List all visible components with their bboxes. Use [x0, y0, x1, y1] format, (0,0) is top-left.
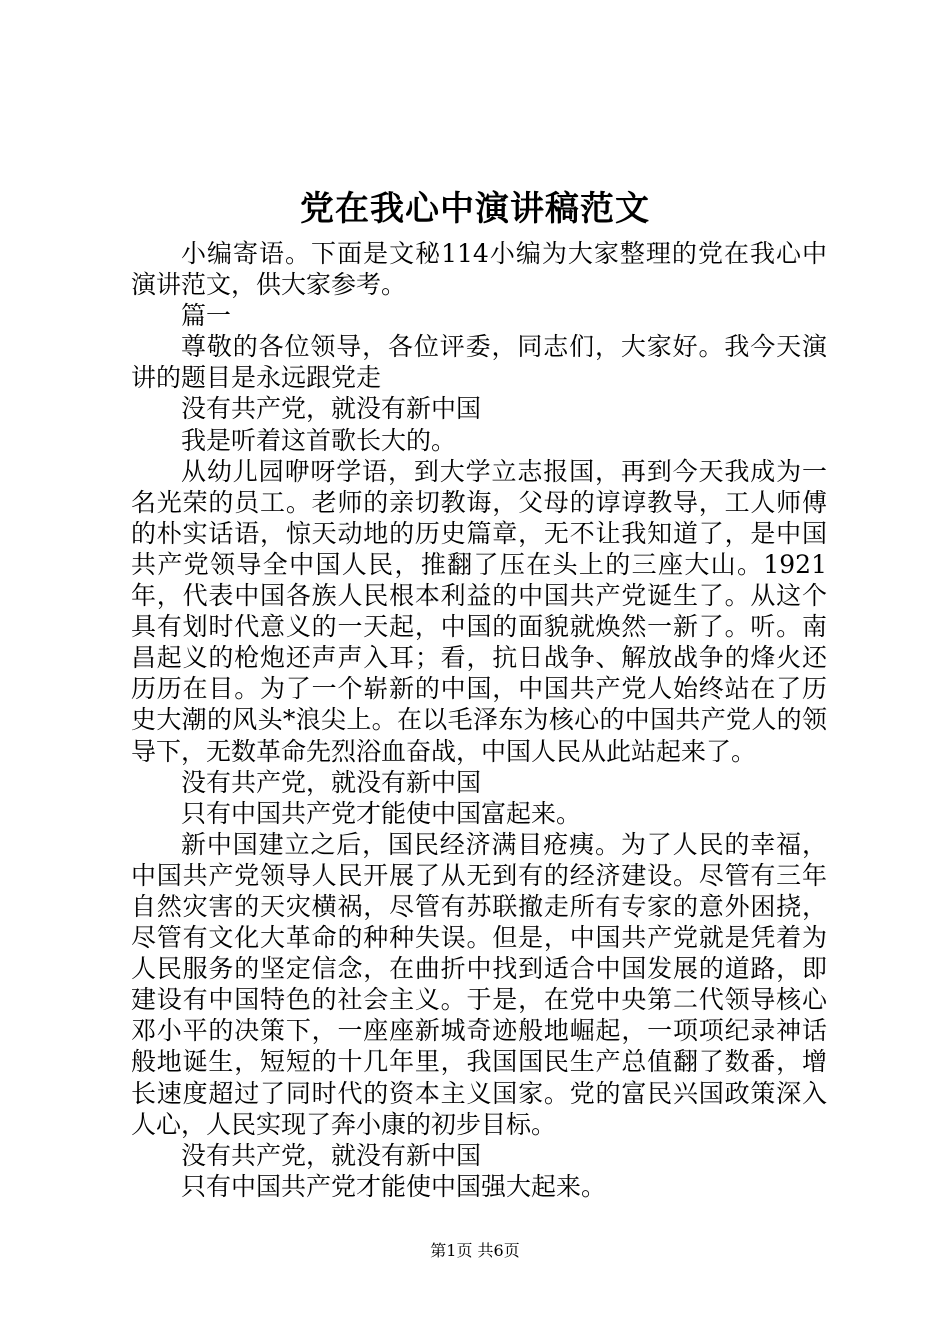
paragraph-greeting: 尊敬的各位领导，各位评委，同志们，大家好。我今天演讲的题目是永远跟党走 [131, 332, 827, 393]
paragraph: 只有中国共产党才能使中国强大起来。 [181, 1171, 607, 1201]
paragraph-intro: 小编寄语。下面是文秘114小编为大家整理的党在我心中演讲范文，供大家参考。 [131, 239, 827, 300]
document-body [131, 238, 827, 1202]
paragraph: 新中国建立之后，国民经济满目疮痍。为了人民的幸福，中国共产党领导人民开展了从无到有的经济建设。尽管有三年自然灾害的天灾横祸，尽管有苏联撤走所有专家的意外困挠，尽管有文化大革命的种种失误。但是，中国共产党就是凭着为人民服务的坚定信念，在曲折中找到适合中国发展的道路，即建设有中国特色的社会主义。于是，在党中央第二代领导核心邓小平的决策下，一座座新城奇迹般地崛起，一项项纪录神话般地诞生，短短的十几年里，我国国民生产总值翻了数番，增长速度超过了同时代的资本主义国家。党的富民兴国政策深入人心，人民实现了奔小康的初步目标。 [131, 829, 827, 1139]
paragraph-refrain: 没有共产党，就没有新中国 [181, 394, 482, 424]
paragraph: 只有中国共产党才能使中国富起来。 [181, 798, 582, 828]
paragraph-section-label: 篇一 [181, 301, 232, 331]
paragraph-refrain: 没有共产党，就没有新中国 [181, 767, 482, 797]
paragraph-refrain: 没有共产党，就没有新中国 [181, 1140, 482, 1170]
paragraph: 从幼儿园咿呀学语，到大学立志报国，再到今天我成为一名光荣的员工。老师的亲切教诲，父母的谆谆教导，工人师傅的朴实话语，惊天动地的历史篇章，无不让我知道了，是中国共产党领导全中国人民，推翻了压在头上的三座大山。1921年，代表中国各族人民根本利益的中国共产党诞生了。从这个具有划时代意义的一天起，中国的面貌就焕然一新了。听。南昌起义的枪炮还声声入耳；看，抗日战争、解放战争的烽火还历历在目。为了一个崭新的中国，中国共产党人始终站在了历史大潮的风头*浪尖上。在以毛泽东为核心的中国共产党人的领导下，无数革命先烈浴血奋战，中国人民从此站起来了。 [131, 456, 827, 766]
paragraph: 我是听着这首歌长大的。 [181, 425, 457, 455]
document-title: 党在我心中演讲稿范文 [300, 189, 650, 229]
page-number-footer: 第1页 共6页 [430, 1241, 520, 1260]
